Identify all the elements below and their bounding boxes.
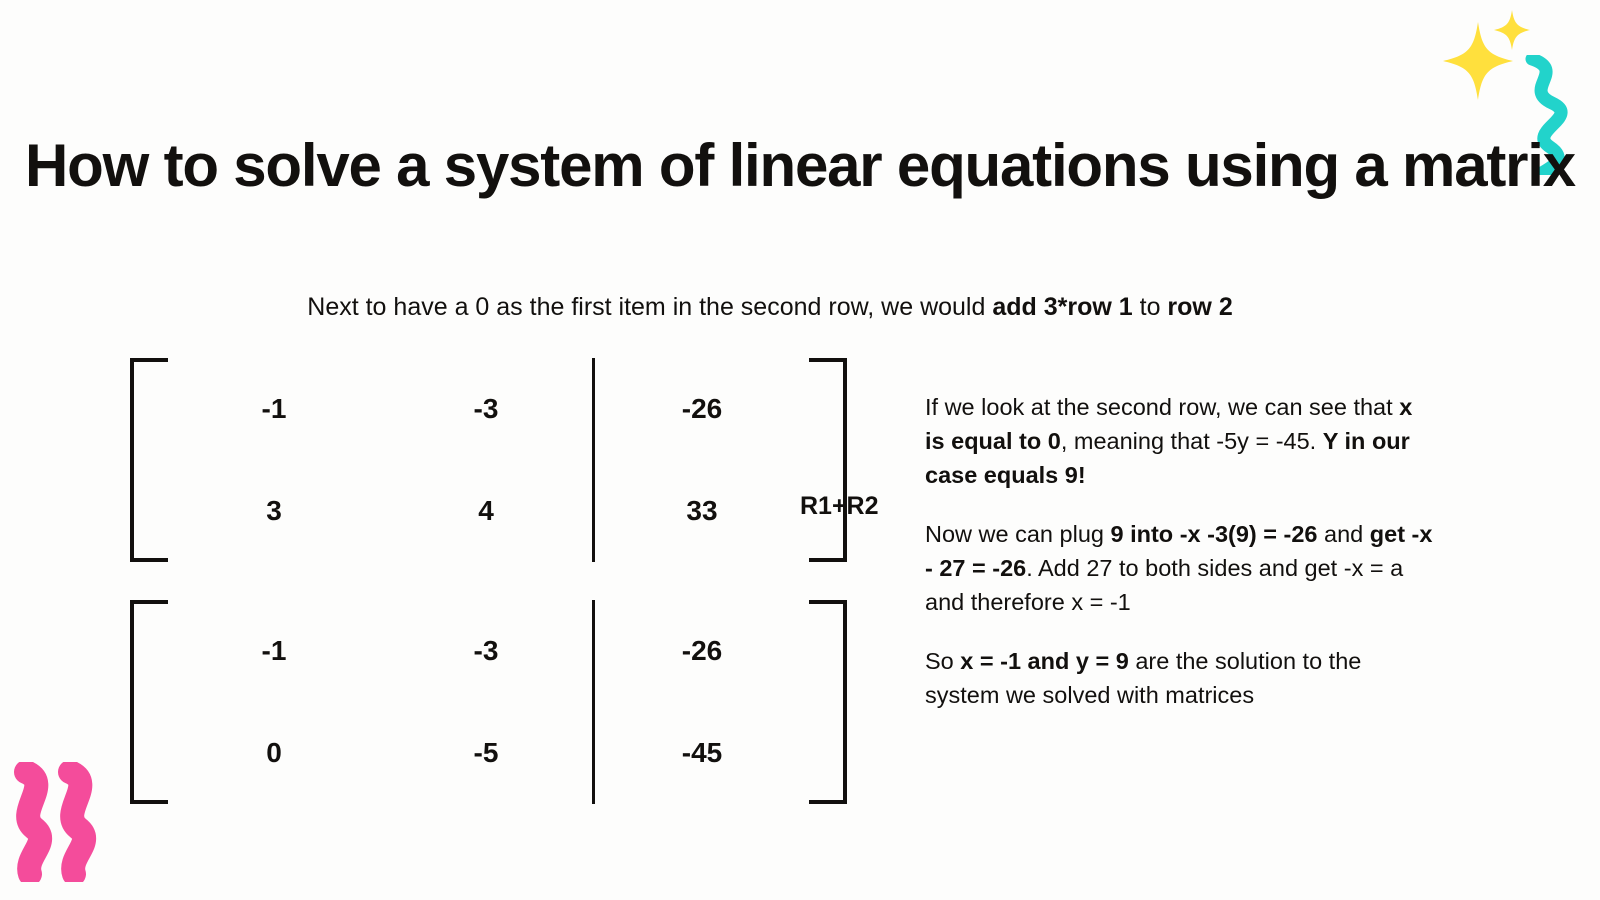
matrix-bottom-body [168, 600, 809, 804]
instruction-part-2: to [1132, 293, 1168, 321]
sparkle-icon-small [1494, 10, 1530, 50]
exp2-c: and [1317, 521, 1370, 548]
bracket-right-icon [809, 358, 847, 562]
matrix-top-column-2 [380, 358, 592, 562]
matrix-top-body [168, 358, 809, 562]
explanation-panel [925, 390, 1435, 738]
exp2-b2: get -x - 27 = -26 [925, 521, 1433, 582]
exp1-b2: Y in our case equals 9! [925, 428, 1410, 489]
matrix-bottom-column-1 [168, 600, 380, 804]
exp1-b1: x is equal to 0 [925, 394, 1413, 455]
matrix-cell: -26 [681, 635, 723, 666]
exp3-a: So [925, 648, 961, 675]
matrix-cell: -26 [681, 393, 723, 424]
explanation-paragraph-3 [925, 644, 1435, 712]
exp2-a: Now we can plug [925, 521, 1111, 548]
matrix-top [130, 358, 847, 562]
matrix-cell: -1 [261, 393, 287, 424]
matrix-bottom-column-2 [380, 600, 592, 804]
bracket-left-icon [130, 600, 168, 804]
matrix-bottom-augmented-column [595, 600, 809, 804]
pink-brush-icon [8, 762, 118, 882]
matrix-cell: 4 [478, 495, 494, 526]
matrix-top-column-1 [168, 358, 380, 562]
instruction-bold-1: add 3*row 1 [992, 293, 1133, 321]
exp3-c: are the solution to the system we solved with matrices [925, 648, 1362, 709]
bracket-right-icon [809, 600, 847, 804]
matrix-cell: -1 [261, 635, 287, 666]
explanation-paragraph-2 [925, 517, 1435, 619]
matrix-cell: -3 [473, 393, 499, 424]
explanation-paragraph-1 [925, 390, 1435, 492]
exp2-b1: 9 into -x -3(9) = -26 [1110, 521, 1318, 548]
exp3-b1: x = -1 and y = 9 [960, 648, 1129, 675]
instruction-part-1: Next to have a 0 as the first item in the second row, we would [307, 293, 993, 321]
matrix-cell: 33 [686, 495, 718, 526]
bracket-left-icon [130, 358, 168, 562]
instruction-bold-2: row 2 [1167, 293, 1233, 321]
page-title: How to solve a system of linear equations using a matrix [25, 132, 1575, 200]
matrix-cell: -5 [473, 737, 499, 768]
matrix-cell: 0 [266, 737, 282, 768]
matrix-bottom [130, 600, 847, 804]
matrix-cell: -3 [473, 635, 499, 666]
matrix-cell: 3 [266, 495, 282, 526]
exp1-a: If we look at the second row, we can see that [925, 394, 1400, 420]
matrix-cell: -45 [681, 737, 723, 768]
exp2-d: . Add 27 to both sides and get -x = a and therefore x = -1 [925, 555, 1404, 616]
row-operation-label: R1+R2 [800, 492, 879, 520]
instruction-text [0, 293, 1540, 322]
matrix-top-augmented-column [595, 358, 809, 562]
sparkle-icon-large [1443, 22, 1513, 100]
exp1-c: , meaning that -5y = -45. [1060, 428, 1323, 455]
